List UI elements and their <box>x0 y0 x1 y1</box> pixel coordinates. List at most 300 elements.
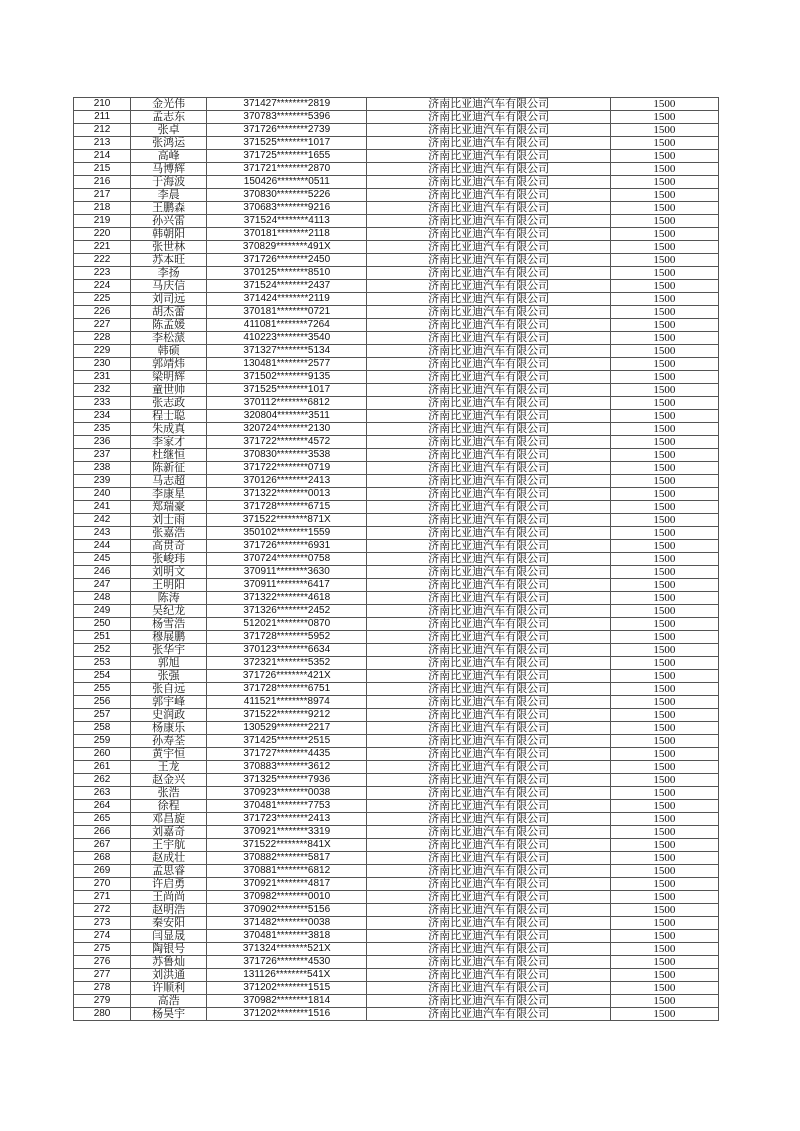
company-cell: 济南比亚迪汽车有限公司 <box>367 150 610 163</box>
table-row <box>74 293 719 306</box>
table-row <box>74 462 719 475</box>
row-number-cell: 277 <box>74 969 131 982</box>
amount-cell: 1500 <box>610 605 718 618</box>
id-number-cell: 370830********3538 <box>207 449 367 462</box>
row-number-cell: 250 <box>74 618 131 631</box>
amount-cell: 1500 <box>610 163 718 176</box>
name-cell: 张浩 <box>131 787 207 800</box>
name-cell: 陈孟媛 <box>131 319 207 332</box>
table-row <box>74 813 719 826</box>
id-number-cell: 371721********2870 <box>207 163 367 176</box>
row-number-cell: 273 <box>74 917 131 930</box>
id-number-cell: 370982********0010 <box>207 891 367 904</box>
table-row <box>74 878 719 891</box>
name-cell: 马庆信 <box>131 280 207 293</box>
id-number-cell: 370921********4817 <box>207 878 367 891</box>
company-cell: 济南比亚迪汽车有限公司 <box>367 202 610 215</box>
table-row <box>74 527 719 540</box>
row-number-cell: 253 <box>74 657 131 670</box>
row-number-cell: 261 <box>74 761 131 774</box>
name-cell: 李松蒎 <box>131 332 207 345</box>
table-row <box>74 761 719 774</box>
id-number-cell: 371726********2739 <box>207 124 367 137</box>
amount-cell: 1500 <box>610 228 718 241</box>
company-cell: 济南比亚迪汽车有限公司 <box>367 566 610 579</box>
id-number-cell: 371326********2452 <box>207 605 367 618</box>
id-number-cell: 411521********8974 <box>207 696 367 709</box>
amount-cell: 1500 <box>610 176 718 189</box>
row-number-cell: 218 <box>74 202 131 215</box>
amount-cell: 1500 <box>610 1008 718 1021</box>
amount-cell: 1500 <box>610 722 718 735</box>
id-number-cell: 371728********6715 <box>207 501 367 514</box>
name-cell: 高峰 <box>131 150 207 163</box>
name-cell: 孟思睿 <box>131 865 207 878</box>
name-cell: 杨雪浩 <box>131 618 207 631</box>
company-cell: 济南比亚迪汽车有限公司 <box>367 800 610 813</box>
amount-cell: 1500 <box>610 384 718 397</box>
table-row <box>74 670 719 683</box>
row-number-cell: 258 <box>74 722 131 735</box>
row-number-cell: 235 <box>74 423 131 436</box>
amount-cell: 1500 <box>610 982 718 995</box>
name-cell: 赵明浩 <box>131 904 207 917</box>
row-number-cell: 271 <box>74 891 131 904</box>
company-cell: 济南比亚迪汽车有限公司 <box>367 774 610 787</box>
company-cell: 济南比亚迪汽车有限公司 <box>367 306 610 319</box>
id-number-cell: 371202********1516 <box>207 1008 367 1021</box>
name-cell: 王明阳 <box>131 579 207 592</box>
name-cell: 刘司远 <box>131 293 207 306</box>
company-cell: 济南比亚迪汽车有限公司 <box>367 514 610 527</box>
name-cell: 刘明文 <box>131 566 207 579</box>
id-number-cell: 370923********0038 <box>207 787 367 800</box>
company-cell: 济南比亚迪汽车有限公司 <box>367 254 610 267</box>
company-cell: 济南比亚迪汽车有限公司 <box>367 761 610 774</box>
amount-cell: 1500 <box>610 683 718 696</box>
name-cell: 杨康乐 <box>131 722 207 735</box>
table-row <box>74 228 719 241</box>
table-row <box>74 826 719 839</box>
amount-cell: 1500 <box>610 631 718 644</box>
table-row <box>74 137 719 150</box>
row-number-cell: 232 <box>74 384 131 397</box>
id-number-cell: 371726********4530 <box>207 956 367 969</box>
id-number-cell: 371424********2119 <box>207 293 367 306</box>
table-row <box>74 579 719 592</box>
company-cell: 济南比亚迪汽车有限公司 <box>367 501 610 514</box>
row-number-cell: 217 <box>74 189 131 202</box>
id-number-cell: 370881********6812 <box>207 865 367 878</box>
row-number-cell: 278 <box>74 982 131 995</box>
row-number-cell: 212 <box>74 124 131 137</box>
company-cell: 济南比亚迪汽车有限公司 <box>367 280 610 293</box>
name-cell: 黄宇恒 <box>131 748 207 761</box>
id-number-cell: 370921********3319 <box>207 826 367 839</box>
name-cell: 孙寿荃 <box>131 735 207 748</box>
company-cell: 济南比亚迪汽车有限公司 <box>367 943 610 956</box>
name-cell: 张强 <box>131 670 207 683</box>
table-row <box>74 163 719 176</box>
amount-cell: 1500 <box>610 345 718 358</box>
row-number-cell: 238 <box>74 462 131 475</box>
amount-cell: 1500 <box>610 280 718 293</box>
table-row <box>74 501 719 514</box>
table-row <box>74 150 719 163</box>
row-number-cell: 272 <box>74 904 131 917</box>
id-number-cell: 371425********2515 <box>207 735 367 748</box>
amount-cell: 1500 <box>610 202 718 215</box>
amount-cell: 1500 <box>610 917 718 930</box>
id-number-cell: 130529********2217 <box>207 722 367 735</box>
amount-cell: 1500 <box>610 371 718 384</box>
amount-cell: 1500 <box>610 943 718 956</box>
name-cell: 程士聪 <box>131 410 207 423</box>
company-cell: 济南比亚迪汽车有限公司 <box>367 397 610 410</box>
amount-cell: 1500 <box>610 98 718 111</box>
id-number-cell: 371522********841X <box>207 839 367 852</box>
amount-cell: 1500 <box>610 397 718 410</box>
name-cell: 朱成真 <box>131 423 207 436</box>
amount-cell: 1500 <box>610 215 718 228</box>
company-cell: 济南比亚迪汽车有限公司 <box>367 605 610 618</box>
amount-cell: 1500 <box>610 657 718 670</box>
name-cell: 韩硕 <box>131 345 207 358</box>
row-number-cell: 233 <box>74 397 131 410</box>
table-row <box>74 904 719 917</box>
company-cell: 济南比亚迪汽车有限公司 <box>367 228 610 241</box>
table-row <box>74 618 719 631</box>
amount-cell: 1500 <box>610 475 718 488</box>
name-cell: 吴纪龙 <box>131 605 207 618</box>
row-number-cell: 259 <box>74 735 131 748</box>
amount-cell: 1500 <box>610 787 718 800</box>
company-cell: 济南比亚迪汽车有限公司 <box>367 579 610 592</box>
id-number-cell: 370830********5226 <box>207 189 367 202</box>
company-cell: 济南比亚迪汽车有限公司 <box>367 826 610 839</box>
table-row <box>74 631 719 644</box>
amount-cell: 1500 <box>610 618 718 631</box>
name-cell: 李康星 <box>131 488 207 501</box>
amount-cell: 1500 <box>610 137 718 150</box>
row-number-cell: 255 <box>74 683 131 696</box>
name-cell: 李晨 <box>131 189 207 202</box>
table-row <box>74 722 719 735</box>
id-number-cell: 150426********0511 <box>207 176 367 189</box>
table-row <box>74 800 719 813</box>
id-number-cell: 131126********541X <box>207 969 367 982</box>
row-number-cell: 275 <box>74 943 131 956</box>
id-number-cell: 370126********2413 <box>207 475 367 488</box>
row-number-cell: 264 <box>74 800 131 813</box>
name-cell: 史润政 <box>131 709 207 722</box>
id-number-cell: 371726********421X <box>207 670 367 683</box>
id-number-cell: 370902********5156 <box>207 904 367 917</box>
row-number-cell: 221 <box>74 241 131 254</box>
table-row <box>74 176 719 189</box>
name-cell: 张世林 <box>131 241 207 254</box>
company-cell: 济南比亚迪汽车有限公司 <box>367 722 610 735</box>
table-row <box>74 410 719 423</box>
company-cell: 济南比亚迪汽车有限公司 <box>367 787 610 800</box>
roster-table <box>73 97 719 1021</box>
name-cell: 闫显晟 <box>131 930 207 943</box>
name-cell: 许顺利 <box>131 982 207 995</box>
company-cell: 济南比亚迪汽车有限公司 <box>367 995 610 1008</box>
company-cell: 济南比亚迪汽车有限公司 <box>367 267 610 280</box>
amount-cell: 1500 <box>610 995 718 1008</box>
id-number-cell: 370829********491X <box>207 241 367 254</box>
name-cell: 郭宇峰 <box>131 696 207 709</box>
name-cell: 张华宇 <box>131 644 207 657</box>
company-cell: 济南比亚迪汽车有限公司 <box>367 813 610 826</box>
company-cell: 济南比亚迪汽车有限公司 <box>367 423 610 436</box>
amount-cell: 1500 <box>610 709 718 722</box>
row-number-cell: 245 <box>74 553 131 566</box>
table-row <box>74 488 719 501</box>
table-row <box>74 423 719 436</box>
id-number-cell: 371522********9212 <box>207 709 367 722</box>
row-number-cell: 244 <box>74 540 131 553</box>
company-cell: 济南比亚迪汽车有限公司 <box>367 917 610 930</box>
row-number-cell: 230 <box>74 358 131 371</box>
name-cell: 胡杰蕾 <box>131 306 207 319</box>
table-row <box>74 306 719 319</box>
amount-cell: 1500 <box>610 124 718 137</box>
row-number-cell: 267 <box>74 839 131 852</box>
company-cell: 济南比亚迪汽车有限公司 <box>367 332 610 345</box>
table-row <box>74 124 719 137</box>
name-cell: 穆展鹏 <box>131 631 207 644</box>
id-number-cell: 370982********1814 <box>207 995 367 1008</box>
row-number-cell: 280 <box>74 1008 131 1021</box>
amount-cell: 1500 <box>610 839 718 852</box>
table-row <box>74 995 719 1008</box>
id-number-cell: 371726********2450 <box>207 254 367 267</box>
table-row <box>74 956 719 969</box>
name-cell: 金光伟 <box>131 98 207 111</box>
table-row <box>74 254 719 267</box>
company-cell: 济南比亚迪汽车有限公司 <box>367 631 610 644</box>
id-number-cell: 370911********6417 <box>207 579 367 592</box>
table-row <box>74 332 719 345</box>
table-row <box>74 774 719 787</box>
id-number-cell: 371427********2819 <box>207 98 367 111</box>
table-row <box>74 852 719 865</box>
company-cell: 济南比亚迪汽车有限公司 <box>367 436 610 449</box>
row-number-cell: 247 <box>74 579 131 592</box>
row-number-cell: 225 <box>74 293 131 306</box>
name-cell: 王鹏森 <box>131 202 207 215</box>
company-cell: 济南比亚迪汽车有限公司 <box>367 215 610 228</box>
table-row <box>74 397 719 410</box>
amount-cell: 1500 <box>610 436 718 449</box>
id-number-cell: 371327********5134 <box>207 345 367 358</box>
id-number-cell: 370683********9216 <box>207 202 367 215</box>
row-number-cell: 226 <box>74 306 131 319</box>
name-cell: 苏本旺 <box>131 254 207 267</box>
name-cell: 刘嘉奇 <box>131 826 207 839</box>
table-row <box>74 553 719 566</box>
row-number-cell: 210 <box>74 98 131 111</box>
company-cell: 济南比亚迪汽车有限公司 <box>367 371 610 384</box>
company-cell: 济南比亚迪汽车有限公司 <box>367 852 610 865</box>
row-number-cell: 279 <box>74 995 131 1008</box>
name-cell: 郭靖炜 <box>131 358 207 371</box>
row-number-cell: 231 <box>74 371 131 384</box>
name-cell: 孟志东 <box>131 111 207 124</box>
row-number-cell: 220 <box>74 228 131 241</box>
name-cell: 于海波 <box>131 176 207 189</box>
company-cell: 济南比亚迪汽车有限公司 <box>367 709 610 722</box>
name-cell: 张嘉浩 <box>131 527 207 540</box>
company-cell: 济南比亚迪汽车有限公司 <box>367 241 610 254</box>
company-cell: 济南比亚迪汽车有限公司 <box>367 137 610 150</box>
table-row <box>74 839 719 852</box>
table-row <box>74 709 719 722</box>
company-cell: 济南比亚迪汽车有限公司 <box>367 319 610 332</box>
company-cell: 济南比亚迪汽车有限公司 <box>367 748 610 761</box>
name-cell: 王龙 <box>131 761 207 774</box>
table-row <box>74 215 719 228</box>
table-row <box>74 982 719 995</box>
name-cell: 高贯奇 <box>131 540 207 553</box>
amount-cell: 1500 <box>610 111 718 124</box>
name-cell: 马志超 <box>131 475 207 488</box>
id-number-cell: 371502********9135 <box>207 371 367 384</box>
id-number-cell: 371524********2437 <box>207 280 367 293</box>
id-number-cell: 371727********4435 <box>207 748 367 761</box>
table-row <box>74 683 719 696</box>
table-row <box>74 735 719 748</box>
id-number-cell: 130481********2577 <box>207 358 367 371</box>
id-number-cell: 512021********0870 <box>207 618 367 631</box>
name-cell: 郑瑞豪 <box>131 501 207 514</box>
company-cell: 济南比亚迪汽车有限公司 <box>367 345 610 358</box>
company-cell: 济南比亚迪汽车有限公司 <box>367 553 610 566</box>
row-number-cell: 214 <box>74 150 131 163</box>
table-row <box>74 267 719 280</box>
name-cell: 陶银号 <box>131 943 207 956</box>
amount-cell: 1500 <box>610 358 718 371</box>
name-cell: 高浩 <box>131 995 207 1008</box>
table-row <box>74 371 719 384</box>
row-number-cell: 262 <box>74 774 131 787</box>
row-number-cell: 251 <box>74 631 131 644</box>
id-number-cell: 371322********0013 <box>207 488 367 501</box>
table-row <box>74 345 719 358</box>
amount-cell: 1500 <box>610 670 718 683</box>
company-cell: 济南比亚迪汽车有限公司 <box>367 982 610 995</box>
row-number-cell: 215 <box>74 163 131 176</box>
company-cell: 济南比亚迪汽车有限公司 <box>367 358 610 371</box>
row-number-cell: 252 <box>74 644 131 657</box>
table-row <box>74 241 719 254</box>
amount-cell: 1500 <box>610 306 718 319</box>
company-cell: 济南比亚迪汽车有限公司 <box>367 878 610 891</box>
amount-cell: 1500 <box>610 826 718 839</box>
amount-cell: 1500 <box>610 189 718 202</box>
company-cell: 济南比亚迪汽车有限公司 <box>367 293 610 306</box>
name-cell: 徐程 <box>131 800 207 813</box>
id-number-cell: 370481********7753 <box>207 800 367 813</box>
id-number-cell: 371725********1655 <box>207 150 367 163</box>
company-cell: 济南比亚迪汽车有限公司 <box>367 1008 610 1021</box>
name-cell: 郭旭 <box>131 657 207 670</box>
id-number-cell: 371726********6931 <box>207 540 367 553</box>
row-number-cell: 216 <box>74 176 131 189</box>
company-cell: 济南比亚迪汽车有限公司 <box>367 527 610 540</box>
company-cell: 济南比亚迪汽车有限公司 <box>367 657 610 670</box>
row-number-cell: 270 <box>74 878 131 891</box>
row-number-cell: 236 <box>74 436 131 449</box>
row-number-cell: 246 <box>74 566 131 579</box>
name-cell: 陈新征 <box>131 462 207 475</box>
id-number-cell: 370481********3818 <box>207 930 367 943</box>
name-cell: 刘洪通 <box>131 969 207 982</box>
name-cell: 邓昌旋 <box>131 813 207 826</box>
id-number-cell: 411081********7264 <box>207 319 367 332</box>
table-row <box>74 943 719 956</box>
company-cell: 济南比亚迪汽车有限公司 <box>367 891 610 904</box>
row-number-cell: 242 <box>74 514 131 527</box>
table-row <box>74 891 719 904</box>
amount-cell: 1500 <box>610 592 718 605</box>
company-cell: 济南比亚迪汽车有限公司 <box>367 969 610 982</box>
amount-cell: 1500 <box>610 423 718 436</box>
table-row <box>74 280 719 293</box>
row-number-cell: 254 <box>74 670 131 683</box>
row-number-cell: 263 <box>74 787 131 800</box>
table-row <box>74 696 719 709</box>
id-number-cell: 370181********0721 <box>207 306 367 319</box>
table-row <box>74 514 719 527</box>
company-cell: 济南比亚迪汽车有限公司 <box>367 124 610 137</box>
amount-cell: 1500 <box>610 852 718 865</box>
id-number-cell: 371728********6751 <box>207 683 367 696</box>
company-cell: 济南比亚迪汽车有限公司 <box>367 111 610 124</box>
row-number-cell: 227 <box>74 319 131 332</box>
company-cell: 济南比亚迪汽车有限公司 <box>367 176 610 189</box>
name-cell: 王尚尚 <box>131 891 207 904</box>
company-cell: 济南比亚迪汽车有限公司 <box>367 683 610 696</box>
amount-cell: 1500 <box>610 878 718 891</box>
row-number-cell: 222 <box>74 254 131 267</box>
id-number-cell: 370783********5396 <box>207 111 367 124</box>
table-row <box>74 319 719 332</box>
row-number-cell: 223 <box>74 267 131 280</box>
row-number-cell: 265 <box>74 813 131 826</box>
row-number-cell: 248 <box>74 592 131 605</box>
name-cell: 李扬 <box>131 267 207 280</box>
amount-cell: 1500 <box>610 501 718 514</box>
name-cell: 童世帅 <box>131 384 207 397</box>
row-number-cell: 249 <box>74 605 131 618</box>
company-cell: 济南比亚迪汽车有限公司 <box>367 475 610 488</box>
name-cell: 许启勇 <box>131 878 207 891</box>
company-cell: 济南比亚迪汽车有限公司 <box>367 956 610 969</box>
row-number-cell: 269 <box>74 865 131 878</box>
name-cell: 赵金兴 <box>131 774 207 787</box>
table-row <box>74 111 719 124</box>
table-row <box>74 657 719 670</box>
id-number-cell: 371525********1017 <box>207 384 367 397</box>
amount-cell: 1500 <box>610 930 718 943</box>
name-cell: 孙兴雷 <box>131 215 207 228</box>
id-number-cell: 371322********4618 <box>207 592 367 605</box>
company-cell: 济南比亚迪汽车有限公司 <box>367 735 610 748</box>
row-number-cell: 219 <box>74 215 131 228</box>
